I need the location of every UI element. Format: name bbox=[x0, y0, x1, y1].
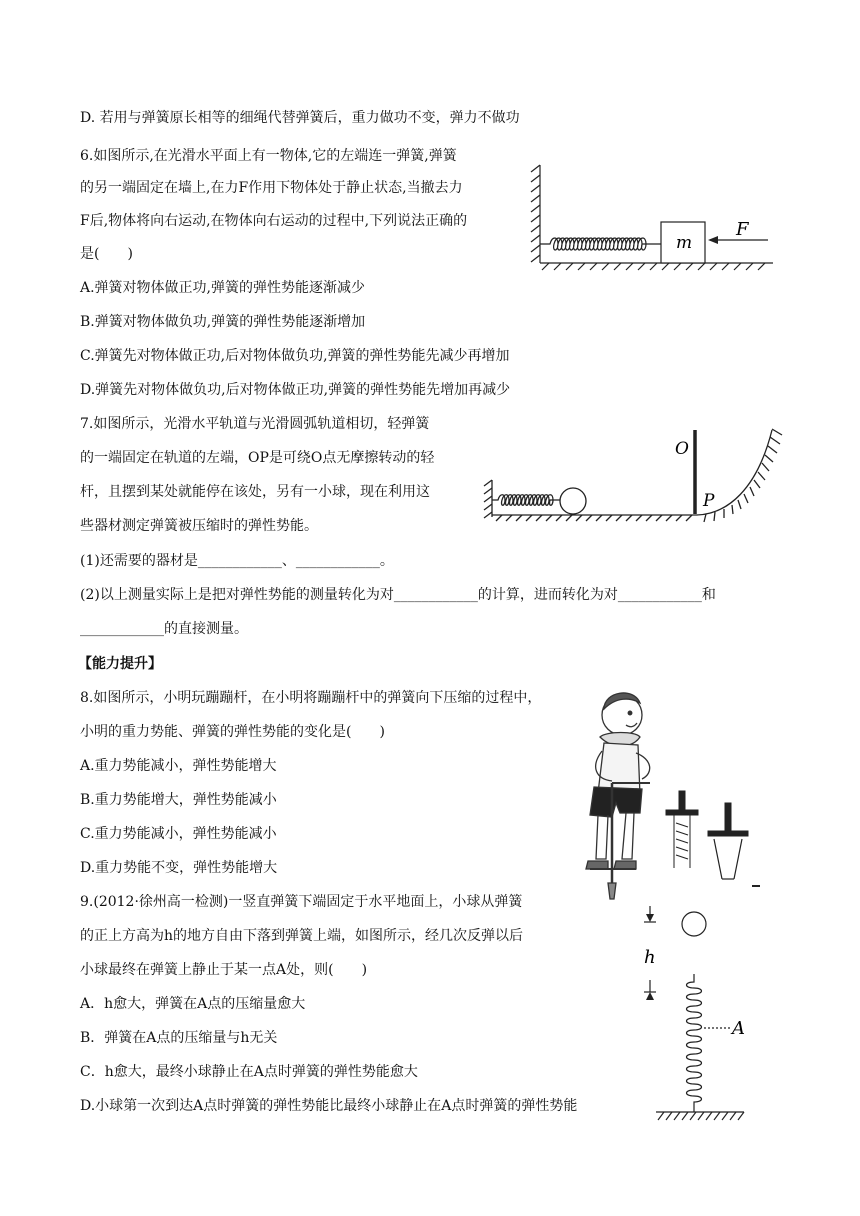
q7-figure bbox=[482, 400, 787, 525]
section-heading: 【能力提升】 bbox=[78, 656, 162, 672]
ball bbox=[682, 912, 706, 936]
a-label: A bbox=[732, 1018, 745, 1039]
q6-stem-line-4: 是( ) bbox=[80, 246, 133, 262]
q9-option-d: D.小球第一次到达A点时弹簧的弹性势能比最终小球静止在A点时弹簧的弹性势能 bbox=[80, 1098, 578, 1114]
q6-option-a: A.弹簧对物体做正功,弹簧的弹性势能逐渐减少 bbox=[80, 280, 366, 296]
q8-figure bbox=[582, 683, 777, 913]
q7-stem-line-2: 的一端固定在轨道的左端，OP是可绕O点无摩擦转动的轻 bbox=[80, 450, 435, 466]
pogo-mechanism-compressed bbox=[666, 791, 698, 868]
q9-stem-line-2: 的正上方高为h的地方自由下落到弹簧上端，如图所示，经几次反弹以后 bbox=[80, 928, 524, 944]
q6-stem-line-3: F后,物体将向右运动,在物体向右运动的过程中,下列说法正确的 bbox=[80, 213, 468, 229]
q6-option-d: D.弹簧先对物体做负功,后对物体做正功,弹簧的弹性势能先增加再减少 bbox=[80, 382, 511, 398]
spring bbox=[540, 238, 661, 250]
q7-part-2: (2)以上测量实际上是把对弹性势能的测量转化为对____________的计算，进而转化为对____________和 bbox=[80, 587, 716, 603]
q8-option-b: B.重力势能增大，弹性势能减小 bbox=[80, 792, 277, 808]
q7-stem-line-3: 杆，且摆到某处就能停在该处，另有一小球，现在利用这 bbox=[80, 484, 430, 500]
arc-hatching bbox=[704, 429, 782, 522]
q9-option-c: C．h愈大，最终小球静止在A点时弹簧的弹性势能愈大 bbox=[80, 1064, 418, 1080]
q7-part-1: (1)还需要的器材是____________、____________。 bbox=[80, 553, 394, 569]
q9-figure bbox=[636, 900, 766, 1130]
vertical-spring bbox=[687, 974, 702, 1112]
left-wall-hatching bbox=[484, 480, 492, 518]
wall-hatching bbox=[531, 165, 540, 262]
q8-stem-line-2: 小明的重力势能、弹簧的弹性势能的变化是( ) bbox=[80, 724, 385, 740]
q9-option-a: A．h愈大，弹簧在A点的压缩量愈大 bbox=[80, 996, 306, 1012]
force-label: F bbox=[736, 219, 749, 240]
q7-stem-line-1: 7.如图所示，光滑水平轨道与光滑圆弧轨道相切，轻弹簧 bbox=[80, 416, 430, 432]
q6-option-b: B.弹簧对物体做负功,弹簧的弹性势能逐渐增加 bbox=[80, 314, 366, 330]
pogo-mechanism-extended bbox=[708, 803, 760, 886]
floor-hatching bbox=[496, 515, 692, 521]
q9-stem-line-3: 小球最终在弹簧上静止于某一点A处，则( ) bbox=[80, 962, 368, 978]
q6-stem-line-1: 6.如图所示,在光滑水平面上有一物体,它的左端连一弹簧,弹簧 bbox=[80, 148, 457, 164]
ground-hatching bbox=[658, 1112, 744, 1120]
q6-figure bbox=[528, 160, 778, 275]
q6-option-c: C.弹簧先对物体做正功,后对物体做负功,弹簧的弹性势能先减少再增加 bbox=[80, 348, 510, 364]
q8-option-d: D.重力势能不变，弹性势能增大 bbox=[80, 860, 278, 876]
q5-option-d: D. 若用与弹簧原长相等的细绳代替弹簧后，重力做功不变，弹力不做功 bbox=[80, 110, 520, 126]
force-arrowhead bbox=[708, 236, 718, 244]
q8-option-a: A.重力势能减小，弹性势能增大 bbox=[80, 758, 277, 774]
q8-stem-line-1: 8.如图所示，小明玩蹦蹦杆，在小明将蹦蹦杆中的弹簧向下压缩的过程中， bbox=[80, 690, 542, 706]
h-arrow-up bbox=[646, 992, 654, 1000]
spring bbox=[492, 495, 560, 506]
q8-option-c: C.重力势能减小，弹性势能减小 bbox=[80, 826, 277, 842]
h-label: h bbox=[644, 947, 656, 968]
q6-stem-line-2: 的另一端固定在墙上,在力F作用下物体处于静止状态,当撤去力 bbox=[80, 180, 463, 196]
q7-stem-line-4: 些器材测定弹簧被压缩时的弹性势能。 bbox=[80, 518, 318, 534]
mass-label: m bbox=[676, 233, 693, 253]
q9-option-b: B．弹簧在A点的压缩量与h无关 bbox=[80, 1030, 278, 1046]
q7-part-2-cont: ____________的直接测量。 bbox=[80, 621, 248, 637]
ball bbox=[560, 488, 586, 514]
o-label: O bbox=[675, 439, 689, 459]
q9-stem-line-1: 9.(2012·徐州高一检测)一竖直弹簧下端固定于水平地面上，小球从弹簧 bbox=[80, 894, 523, 910]
p-label: P bbox=[703, 491, 715, 511]
floor-hatching bbox=[542, 263, 765, 270]
boy-shorts bbox=[590, 787, 642, 817]
h-arrow-down bbox=[646, 914, 654, 922]
